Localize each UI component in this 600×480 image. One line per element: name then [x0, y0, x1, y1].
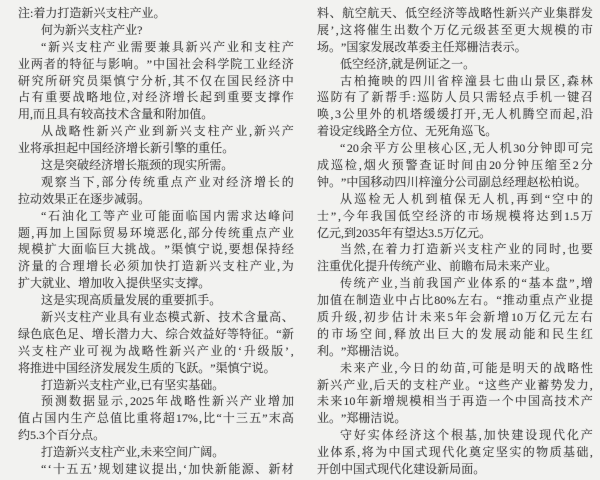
text-line: 士 ” , 今 年 我 国 低 空 经 济 的 市 场 规 模 将 达 到 1.5 万: [317, 208, 593, 223]
text-line: 业 将 承 担 起 中 国 经 济 增 长 新 引 擎 的 重 任 。: [18, 141, 235, 156]
text-line: 从 战 略 性 新 兴 产 业 到 新 兴 支 柱 产 业 , 新 兴 产: [41, 124, 294, 139]
text-line: 这 是 突 破 经 济 增 长 瓶 颈 的 现 实 所 需 。: [41, 158, 234, 173]
text-line: 场 。 ” 国 家 发 展 改 革 委 主 任 郑 栅 洁 表 示 。: [317, 39, 527, 54]
text-line: 绿 色 底 色 足 、 增 长 潜 力 大 、 综 合 效 益 好 等 特 征 。 “ 新: [18, 326, 294, 341]
text-line: 料 、 航 空 航 天 、 低 空 经 济 等 战 略 性 新 兴 产 业 集 群 发: [317, 6, 593, 20]
text-line: 低 空 经 济 , 就 是 例 证 之 一 。: [340, 56, 476, 71]
text-line: 钟 。 ” 中 国 移 动 四 川 梓 潼 分 公 司 副 总 经 理 赵 松 柏 说 。: [317, 174, 587, 189]
text-line: 唤 , 3 公 里 外 的 机 塔 缓 缓 打 开 , 无 人 机 腾 空 而 起 , 沿: [317, 107, 593, 122]
text-line: 开 创 中 国 式 现 代 化 建 设 新 局 面 。: [317, 462, 486, 477]
text-line: 古 柏 掩 映 的 四 川 省 梓 潼 县 七 曲 山 景 区 , 森 林: [340, 73, 593, 88]
text-line: 题 , 再 加 上 国 际 贸 易 环 境 恶 化 , 部 分 传 统 重 点 产 业: [18, 225, 294, 240]
text-line: 注 重 优 化 提 升 传 统 产 业 、 前 瞻 布 局 未 来 产 业 。: [317, 259, 558, 274]
text-line: 业 。 ” 郑 栅 洁 说 。: [317, 411, 407, 426]
text-line: 的 市 场 空 间 , 释 放 出 巨 大 的 发 展 动 能 和 民 生 红: [317, 326, 593, 341]
text-line: 巡 防 有 了 新 帮 手 : 巡 防 人 员 只 需 轻 点 手 机 一 键 召: [317, 90, 593, 105]
text-line: 值 占 国 内 生 产 总 值 比 重 将 超 17% , 比 “ 十 三 五 ” 末 高: [18, 411, 294, 426]
text-line: 当 然 , 在 着 力 打 造 新 兴 支 柱 产 业 的 同 时 , 也 要: [340, 242, 593, 257]
text-line: 业 体 系 , 将 为 中 国 式 现 代 化 奠 定 坚 实 的 物 质 基 础 ,: [317, 445, 593, 460]
text-line: 打 造 新 兴 支 柱 产 业 , 已 有 坚 实 基 础 。: [41, 377, 225, 392]
text-line: 未 来 10 年 新 增 规 模 相 当 于 再 造 一 个 中 国 高 技 术 产: [317, 394, 593, 409]
text-line: “ 石 油 化 工 等 产 业 可 能 面 临 国 内 需 求 达 峰 问: [41, 208, 294, 223]
text-line: “ 新 兴 支 柱 产 业 需 要 兼 具 新 兴 产 业 和 支 柱 产: [41, 39, 294, 54]
text-line: 占 有 重 要 战 略 地 位 , 对 经 济 增 长 起 到 重 要 支 撑 作: [18, 90, 294, 105]
text-line: 新 兴 产 业 , 后 天 的 支 柱 产 业 。 “ 这 些 产 业 蓄 势 发 力 ,: [317, 377, 593, 392]
article-column-left: [18, 5, 294, 478]
text-line: 未 来 产 业 , 今 日 的 幼 苗 , 可 能 是 明 天 的 战 略 性: [340, 360, 593, 375]
text-line: “ ‘ 十 五 五 ’ 规 划 建 议 提 出 , ‘ 加 快 新 能 源 、 新 材: [41, 462, 294, 477]
text-line: 成 巡 检 , 烟 火 预 警 查 证 时 间 由 20 分 钟 压 缩 至 2 分: [317, 158, 593, 173]
text-line: 预 测 数 据 显 示 , 2025 年 战 略 性 新 兴 产 业 增 加: [41, 394, 294, 409]
text-line: 着 设 定 线 路 全 方 位 、 无 死 角 巡 飞 。: [317, 124, 498, 139]
text-line: 规 模 扩 大 面 临 巨 大 挑 战 。 ” 渠 慎 宁 说 , 要 想 保 持 经: [18, 242, 294, 257]
text-line: 展 ’ , 这 将 催 生 出 数 个 万 亿 元 级 甚 至 更 大 规 模 的 市: [317, 22, 593, 37]
text-line: “ 20 余 平 方 公 里 核 心 区 , 无 人 机 30 分 钟 即 可 完: [340, 141, 593, 156]
text-line: 扩 大 就 业 、 增 加 收 入 提 供 坚 实 支 撑 。: [18, 276, 211, 291]
text-line: 利 。 ” 郑 栅 洁 说 。: [317, 343, 407, 358]
text-line: 观 察 当 下 , 部 分 传 统 重 点 产 业 对 经 济 增 长 的: [41, 174, 294, 189]
text-line: 用 , 而 且 具 有 较 高 技 术 含 量 和 附 加 值 。: [18, 107, 214, 122]
text-line: 研 究 所 研 究 员 渠 慎 宁 分 析 , 其 不 仅 在 国 民 经 济 中: [18, 73, 294, 88]
text-line: 传 统 产 业 , 当 前 我 国 产 业 体 系 的 “ 基 本 盘 ” , 增: [340, 276, 593, 291]
text-line: 将 推 进 中 国 经 济 发 展 发 生 质 的 飞 跃 。 ” 渠 慎 宁 说 。: [18, 360, 276, 375]
text-line: 业 两 者 的 特 征 与 影 响 。 ” 中 国 社 会 科 学 院 工 业 经 济: [18, 56, 294, 71]
text-line: 加 值 在 制 造 业 中 占 比 80% 左 右 。 “ 推 动 重 点 产 业 提: [317, 293, 593, 308]
text-line: 打 造 新 兴 支 柱 产 业 , 未 来 空 间 广 阔 。: [41, 445, 225, 460]
text-line: 新 兴 支 柱 产 业 具 有 业 态 模 式 新 、 技 术 含 量 高 、: [41, 310, 294, 325]
text-line: 从 巡 检 无 人 机 到 植 保 无 人 机 , 再 到 “ 空 中 的: [340, 191, 593, 206]
text-line: 亿 元 , 到 2035 年 有 望 达 3.5 万 亿 元 。: [317, 225, 492, 240]
text-line: 守 好 实 体 经 济 这 个 根 基 , 加 快 建 设 现 代 化 产: [340, 428, 593, 443]
text-line: 何 为 新 兴 支 柱 产 业 ?: [41, 22, 143, 37]
text-line: 兴 支 柱 产 业 可 视 为 战 略 性 新 兴 产 业 的 ‘ 升 级 版 ’ ,: [18, 343, 294, 358]
text-line: 注 : 着 力 打 造 新 兴 支 柱 产 业 。: [18, 6, 166, 20]
text-line: 质 升 级 , 初 步 估 计 未 来 5 年 会 新 增 10 万 亿 元 左 右: [317, 310, 593, 325]
article-column-right: [317, 5, 593, 478]
text-line: 拉 动 效 果 正 在 逐 步 减 弱 。: [18, 191, 151, 206]
text-line: 济 量 的 合 理 增 长 必 须 加 快 打 造 新 兴 支 柱 产 业 , 为: [18, 259, 294, 274]
text-line: 约 5.3 个 百 分 点 。: [18, 428, 106, 443]
text-line: 这 是 实 现 高 质 量 发 展 的 重 要 抓 手 。: [41, 293, 222, 308]
